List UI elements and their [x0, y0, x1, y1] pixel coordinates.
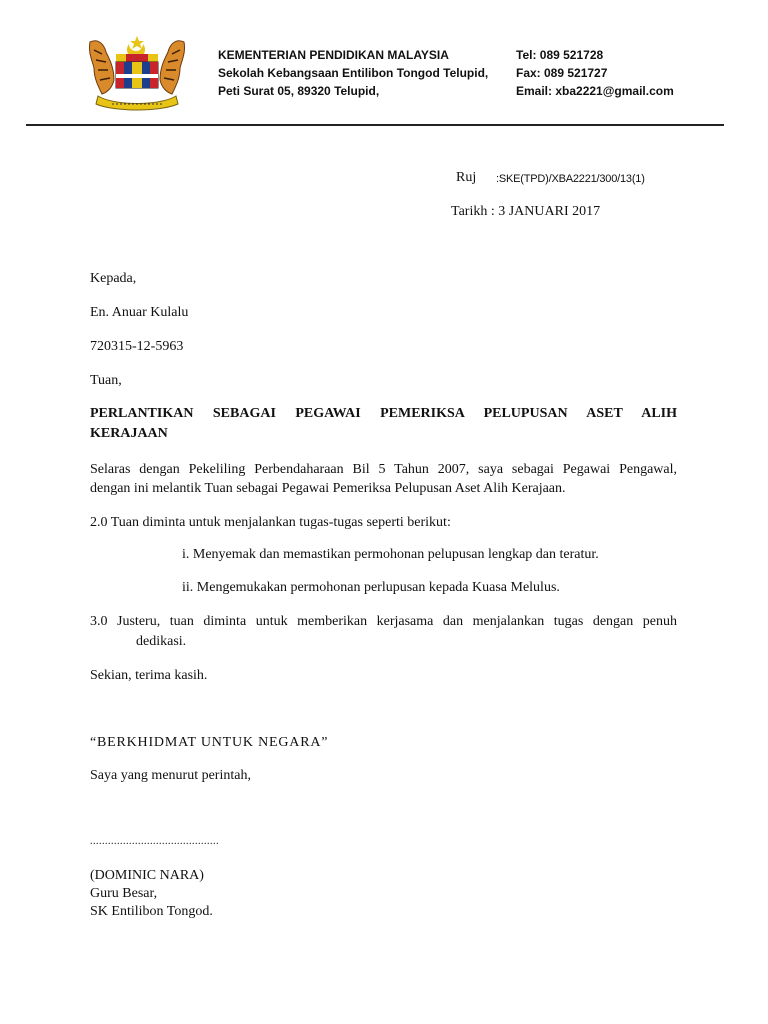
reference-number: :SKE(TPD)/XBA2221/300/13(1)	[496, 173, 645, 185]
header-divider	[26, 124, 724, 126]
subject-line-2: KERAJAAN	[90, 426, 168, 441]
subject-line-1: PERLANTIKAN SEBAGAI PEGAWAI PEMERIKSA PELUPUSAN ASET ALIH	[90, 406, 677, 421]
letterhead-contact	[516, 46, 674, 100]
closing-line: Sekian, terima kasih.	[90, 668, 208, 683]
signoff-line: Saya yang menurut perintah,	[90, 768, 251, 783]
signatory-title: Guru Besar,	[90, 886, 158, 901]
recipient-to: Kepada,	[90, 271, 137, 286]
signatory-school: SK Entilibon Tongod.	[90, 904, 213, 919]
signature-line: ...........................................	[90, 836, 219, 847]
paragraph-1-line-1: Selaras dengan Pekeliling Perbendaharaan Bil 5 Tahun 2007, saya sebagai Pegawai Pengawal,	[90, 462, 677, 477]
greeting: Tuan,	[90, 373, 122, 388]
telephone: Tel: 089 521728	[516, 48, 604, 62]
signatory-name: (DOMINIC NARA)	[90, 868, 204, 883]
recipient-name: En. Anuar Kulalu	[90, 305, 189, 320]
email: Email: xba2221@gmail.com	[516, 84, 674, 98]
school-address: Peti Surat 05, 89320 Telupid,	[218, 84, 380, 98]
fax: Fax: 089 521727	[516, 66, 608, 80]
reference-label: Ruj	[456, 170, 477, 185]
recipient-id: 720315-12-5963	[90, 339, 184, 354]
paragraph-2: 2.0 Tuan diminta untuk menjalankan tugas-tugas seperti berikut:	[90, 515, 451, 530]
motto: “BERKHIDMAT UNTUK NEGARA”	[90, 735, 329, 750]
coat-of-arms-logo	[84, 34, 190, 112]
ministry-name: KEMENTERIAN PENDIDIKAN MALAYSIA	[218, 48, 449, 62]
paragraph-3-line-2: dedikasi.	[136, 634, 187, 649]
letterhead-org	[218, 46, 488, 100]
duty-item-1: i. Menyemak dan memastikan permohonan pelupusan lengkap dan teratur.	[182, 547, 599, 562]
paragraph-1-line-2: dengan ini melantik Tuan sebagai Pegawai Pemeriksa Pelupusan Aset Alih Kerajaan.	[90, 481, 566, 496]
school-name: Sekolah Kebangsaan Entilibon Tongod Telupid,	[218, 66, 489, 80]
duty-item-2: ii. Mengemukakan permohonan perlupusan kepada Kuasa Melulus.	[182, 580, 560, 595]
letter-date: Tarikh : 3 JANUARI 2017	[451, 204, 601, 219]
paragraph-3-line-1: 3.0 Justeru, tuan diminta untuk memberikan kerjasama dan menjalankan tugas dengan penuh	[90, 614, 677, 629]
